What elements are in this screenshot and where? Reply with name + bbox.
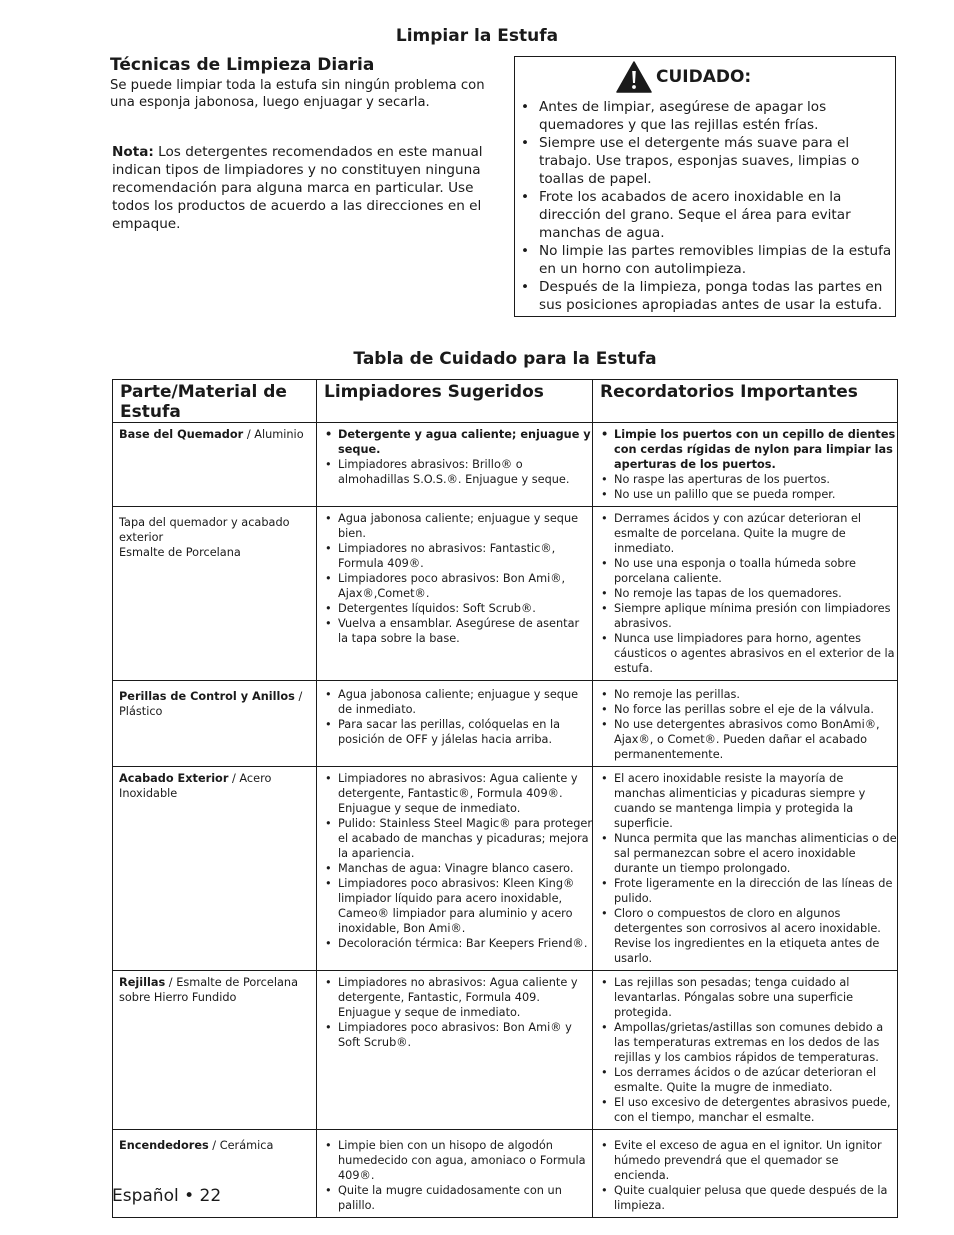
cleaner-item: • Agua jabonosa caliente; enjuague y seque de inmediato. — [323, 687, 592, 717]
part-material: / Acero Inoxidable — [119, 772, 272, 800]
reminder-item: • El acero inoxidable resiste la mayoría de manchas alimenticias y picaduras siempre y cuando se mantenga limpia y protegida la superficie. — [599, 771, 897, 831]
cleaner-item: • Limpiadores poco abrasivos: Kleen King® limpiador líquido para acero inoxidable, Cameo® limpiador para aluminio y acero inoxidable, Bon Ami®. — [323, 876, 592, 936]
reminder-item: • Derrames ácidos y con azúcar deterioran el esmalte de porcelana. Quite la mugre de inmediato. — [599, 511, 897, 556]
part-name: Rejillas — [119, 976, 166, 989]
cleaners-cell — [317, 507, 593, 681]
part-material: Esmalte de Porcelana — [119, 546, 241, 559]
cleaner-item: • Detergente y agua caliente; enjuague y seque. — [323, 427, 592, 457]
reminder-item: • No force las perillas sobre el eje de la válvula. — [599, 702, 897, 717]
cleaner-item: • Decoloración térmica: Bar Keepers Friend®. — [323, 936, 592, 951]
daily-cleaning-intro: Se puede limpiar toda la estufa sin ningún problema con una esponja jabonosa, luego enjuagar y secarla. — [110, 78, 485, 110]
reminder-item: • Nunca use limpiadores para horno, agentes cáusticos o agentes abrasivos en el exterior de la estufa. — [599, 631, 897, 676]
reminder-item: • Las rejillas son pesadas; tenga cuidado al levantarlas. Póngalas sobre una superficie protegida. — [599, 975, 897, 1020]
table-row — [113, 681, 898, 767]
caution-header — [616, 61, 751, 93]
reminders-cell — [593, 767, 898, 971]
caution-title: CUIDADO: — [656, 67, 752, 87]
reminder-item: • Los derrames ácidos o de azúcar deterioran el esmalte. Quite la mugre de inmediato. — [599, 1065, 897, 1095]
part-name: Tapa del quemador y acabado exterior — [119, 516, 290, 544]
cleaner-item: • Limpiadores no abrasivos: Agua caliente y detergente, Fantastic®, Formula 409®. Enjuague y seque de inmediato. — [323, 771, 592, 816]
table-row — [113, 423, 898, 507]
caution-item: • Antes de limpiar, asegúrese de apagar los quemadores y que las rejillas estén frías. — [521, 98, 893, 134]
care-table — [112, 379, 898, 1218]
cleaner-item: • Limpiadores abrasivos: Brillo® o almohadillas S.O.S.®. Enjuague y seque. — [323, 457, 592, 487]
cleaners-cell — [317, 423, 593, 507]
reminder-item: • No use un palillo que se pueda romper. — [599, 487, 897, 502]
reminder-item: • Limpie los puertos con un cepillo de dientes con cerdas rígidas de nylon para limpiar las aperturas de los puertos. — [599, 427, 897, 472]
part-name: Base del Quemador — [119, 428, 244, 441]
page-title: Limpiar la Estufa — [395, 26, 559, 46]
cleaner-item: • Agua jabonosa caliente; enjuague y seque bien. — [323, 511, 592, 541]
table-row — [113, 971, 898, 1130]
part-material: / Aluminio — [243, 428, 304, 441]
cleaner-item: • Limpiadores poco abrasivos: Bon Ami®, Ajax®,Comet®. — [323, 571, 592, 601]
caution-item: • No limpie las partes removibles limpias de la estufa en un horno con autolimpieza. — [521, 242, 893, 278]
cleaner-item: • Para sacar las perillas, colóquelas en la posición de OFF y jálelas hacia arriba. — [323, 717, 592, 747]
cleaner-item: • Limpiadores no abrasivos: Agua caliente y detergente, Fantastic, Formula 409. Enjuague y seque de inmediato. — [323, 975, 592, 1020]
warning-triangle-icon — [616, 61, 652, 93]
reminder-item: • Nunca permita que las manchas alimenticias o de sal permanezcan sobre el acero inoxidable durante un tiempo prolongado. — [599, 831, 897, 876]
part-material: / Cerámica — [208, 1139, 274, 1152]
page-number: Español • 22 — [112, 1186, 222, 1206]
part-name: Encendedores — [119, 1139, 209, 1152]
reminder-item: • No raspe las aperturas de los puertos. — [599, 472, 897, 487]
reminders-cell — [593, 507, 898, 681]
column-header-cleaners: Limpiadores Sugeridos — [317, 380, 593, 423]
cleaners-cell — [317, 681, 593, 767]
part-material: / Esmalte de Porcelana sobre Hierro Fundido — [119, 976, 298, 1004]
part-cell — [113, 423, 317, 507]
reminder-item: • Siempre aplique mínima presión con limpiadores abrasivos. — [599, 601, 897, 631]
part-cell — [113, 507, 317, 681]
part-cell — [113, 971, 317, 1130]
cleaners-cell — [317, 971, 593, 1130]
reminders-cell — [593, 971, 898, 1130]
cleaner-item: • Limpie bien con un hisopo de algodón humedecido con agua, amoniaco o Formula 409®. — [323, 1138, 592, 1183]
reminders-cell — [593, 1130, 898, 1218]
note-paragraph — [112, 143, 502, 233]
cleaners-cell — [317, 1130, 593, 1218]
reminder-item: • El uso excesivo de detergentes abrasivos puede, con el tiempo, manchar el esmalte. — [599, 1095, 897, 1125]
column-header-reminders: Recordatorios Importantes — [593, 380, 898, 423]
cleaner-item: • Limpiadores poco abrasivos: Bon Ami® y Soft Scrub®. — [323, 1020, 592, 1050]
table-row — [113, 1130, 898, 1218]
cleaner-item: • Limpiadores no abrasivos: Fantastic®, Formula 409®. — [323, 541, 592, 571]
cleaner-item: • Vuelva a ensamblar. Asegúrese de asentar la tapa sobre la base. — [323, 616, 592, 646]
cleaner-item: • Manchas de agua: Vinagre blanco casero. — [323, 861, 592, 876]
reminder-item: • No use una esponja o toalla húmeda sobre porcelana caliente. — [599, 556, 897, 586]
cleaner-item: • Pulido: Stainless Steel Magic® para proteger el acabado de manchas y picaduras; mejora la apariencia. — [323, 816, 592, 861]
part-cell — [113, 681, 317, 767]
column-header-part: Parte/Material de Estufa — [113, 380, 317, 423]
reminder-item: • No use detergentes abrasivos como BonAmi®, Ajax®, o Comet®. Pueden dañar el acabado permanentemente. — [599, 717, 897, 762]
reminder-item: • No remoje las perillas. — [599, 687, 897, 702]
table-row — [113, 507, 898, 681]
part-name: Acabado Exterior — [119, 772, 229, 785]
caution-item: • Frote los acabados de acero inoxidable en la dirección del grano. Seque el área para evitar manchas de agua. — [521, 188, 893, 242]
reminder-item: • Quite cualquier pelusa que quede después de la limpieza. — [599, 1183, 897, 1213]
caution-item: • Después de la limpieza, ponga todas las partes en sus posiciones apropiadas antes de usar la estufa. — [521, 278, 893, 314]
reminders-cell — [593, 423, 898, 507]
part-cell — [113, 767, 317, 971]
reminder-item: • Evite el exceso de agua en el ignitor. Un ignitor húmedo prevendrá que el quemador se encienda. — [599, 1138, 897, 1183]
care-table-title: Tabla de Cuidado para la Estufa — [353, 349, 657, 369]
cleaner-item: • Detergentes líquidos: Soft Scrub®. — [323, 601, 592, 616]
table-header-row — [113, 380, 898, 423]
part-name: Perillas de Control y Anillos — [119, 690, 295, 703]
caution-list — [521, 98, 893, 314]
cleaners-cell — [317, 767, 593, 971]
reminder-item: • Frote ligeramente en la dirección de las líneas de pulido. — [599, 876, 897, 906]
note-text: Los detergentes recomendados en este manual indican tipos de limpiadores y no constituyen ninguna recomendación para alguna marca en particular. Use todos los productos de acuerdo a las direcciones en el empaque. — [112, 144, 483, 232]
caution-box — [514, 56, 896, 317]
part-material: / Plástico — [119, 690, 303, 718]
reminder-item: • Ampollas/grietas/astillas son comunes debido a las temperaturas extremas en los dedos de las rejillas y los cambios rápidos de temperaturas. — [599, 1020, 897, 1065]
note-label: Nota: — [112, 144, 154, 160]
table-row — [113, 767, 898, 971]
reminder-item: • Cloro o compuestos de cloro en algunos detergentes son corrosivos al acero inoxidable. Revise los ingredientes en la etiqueta antes de usarlo. — [599, 906, 897, 966]
caution-item: • Siempre use el detergente más suave para el trabajo. Use trapos, esponjas suaves, limpias o toallas de papel. — [521, 134, 893, 188]
cleaner-item: • Quite la mugre cuidadosamente con un palillo. — [323, 1183, 592, 1213]
reminder-item: • No remoje las tapas de los quemadores. — [599, 586, 897, 601]
reminders-cell — [593, 681, 898, 767]
daily-cleaning-title: Técnicas de Limpieza Diaria — [110, 55, 375, 75]
